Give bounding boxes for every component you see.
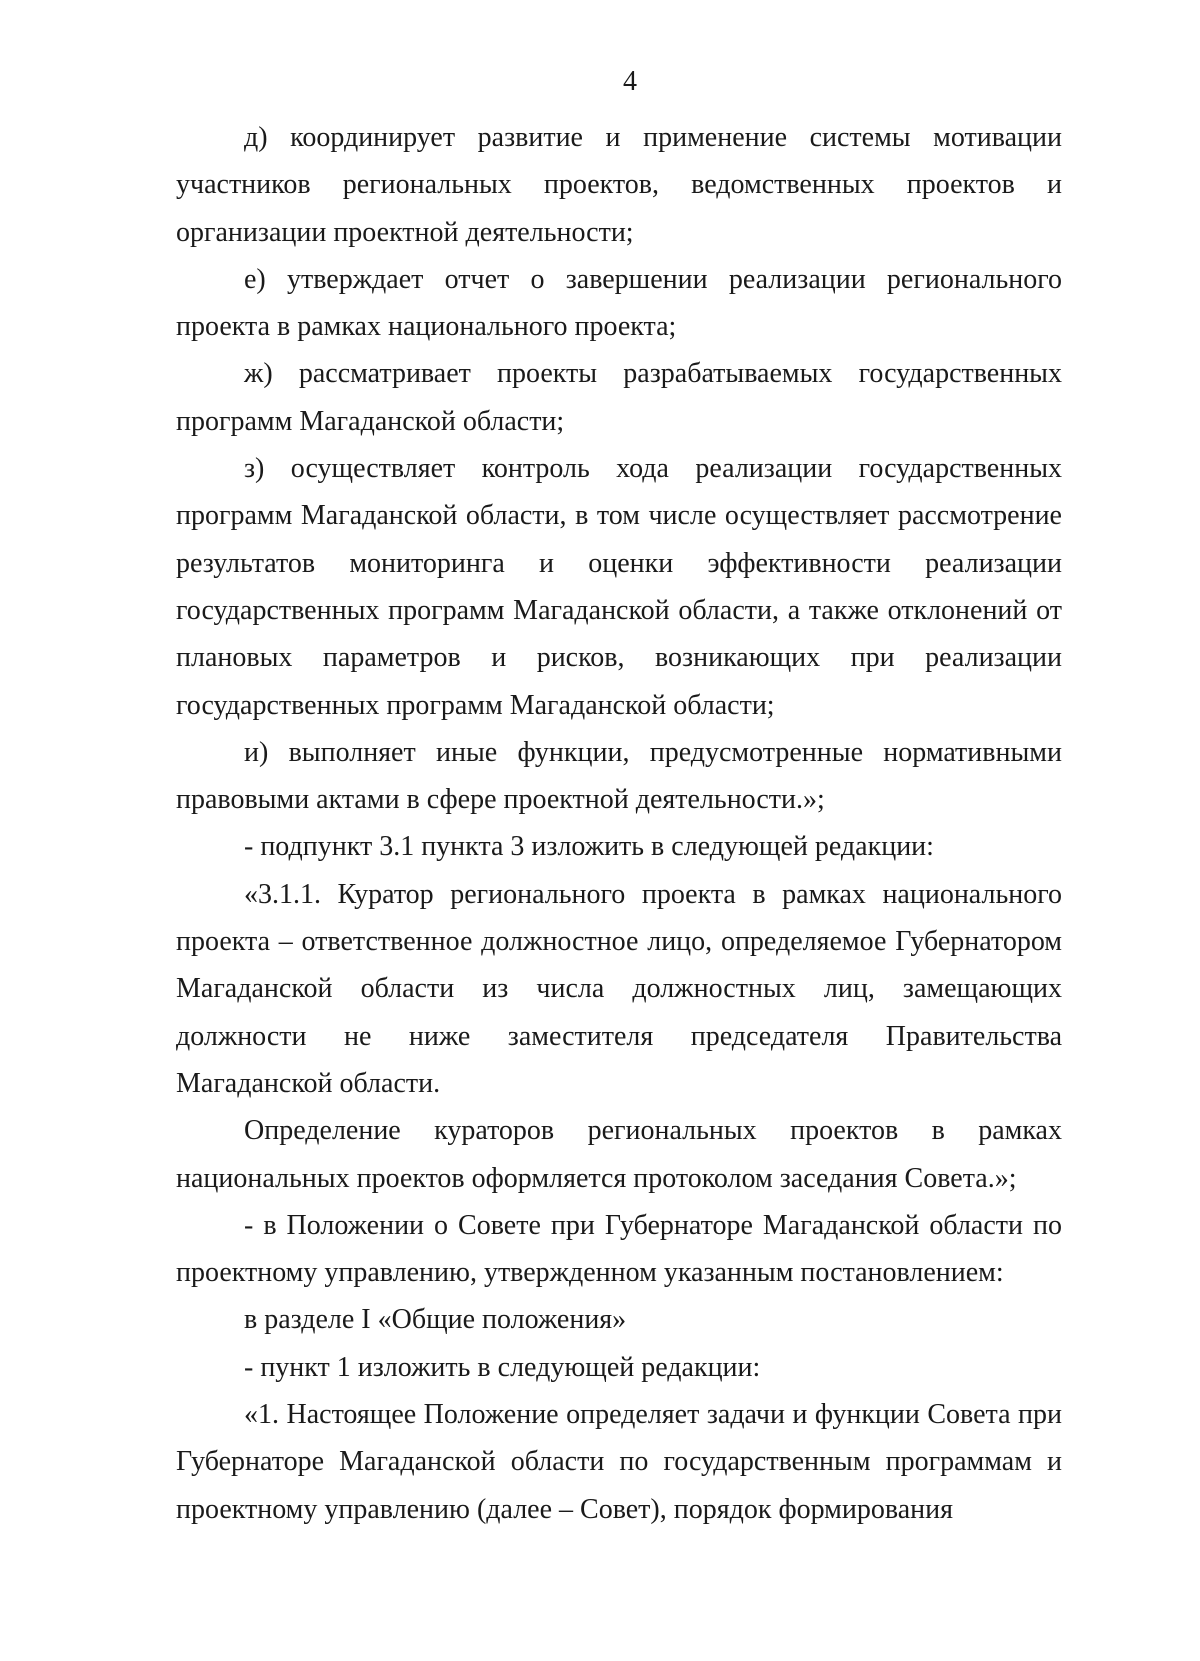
paragraph-section-1: в разделе I «Общие положения» bbox=[244, 1304, 627, 1336]
paragraph-curators: Определение кураторов региональных проектов в рамках национальных проектов оформляется протоколом заседания Совета.»; bbox=[176, 1115, 1062, 1194]
paragraph-d: д) координирует развитие и применение системы мотивации участников региональных проектов, ведомственных проектов и организации проектной деятельности; bbox=[176, 122, 1062, 248]
paragraph-z: з) осуществляет контроль хода реализации государственных программ Магаданской области, в том числе осуществляет рассмотрение результатов мониторинга и оценки эффективности реализации государственных программ Магаданской области, а также отклонений от плановых параметров и рисков, возникающих при реализации государственных программ Магаданской области; bbox=[176, 453, 1062, 721]
paragraph-i: и) выполняет иные функции, предусмотренные нормативными правовыми актами в сфере проектной деятельности.»; bbox=[176, 736, 1062, 816]
paragraph-regulation-text: «1. Настоящее Положение определяет задачи и функции Совета при Губернаторе Магаданской области по государственным программам и проектному управлению (далее – Совет), порядок формирования bbox=[176, 1399, 1062, 1525]
document-body bbox=[176, 114, 1062, 1533]
paragraph-council-regulation: - в Положении о Совете при Губернаторе Магаданской области по проектному управлению, утвержденном указанным постановлением: bbox=[176, 1209, 1062, 1289]
page-number: 4 bbox=[623, 66, 637, 97]
paragraph-point-1: - пункт 1 изложить в следующей редакции: bbox=[244, 1351, 761, 1383]
paragraph-e: е) утверждает отчет о завершении реализации регионального проекта в рамках национального проекта; bbox=[176, 263, 1062, 343]
paragraph-zh: ж) рассматривает проекты разрабатываемых государственных программ Магаданской области; bbox=[176, 358, 1062, 437]
paragraph-3-1-1: «3.1.1. Куратор регионального проекта в рамках национального проекта – ответственное должностное лицо, определяемое Губернатором Магаданской области из числа должностных лиц, замещающих должности не ниже заместителя председателя Правительства Магаданской области. bbox=[176, 878, 1062, 1099]
paragraph-subpoint-3-1: - подпункт 3.1 пункта 3 изложить в следующей редакции: bbox=[244, 831, 934, 863]
